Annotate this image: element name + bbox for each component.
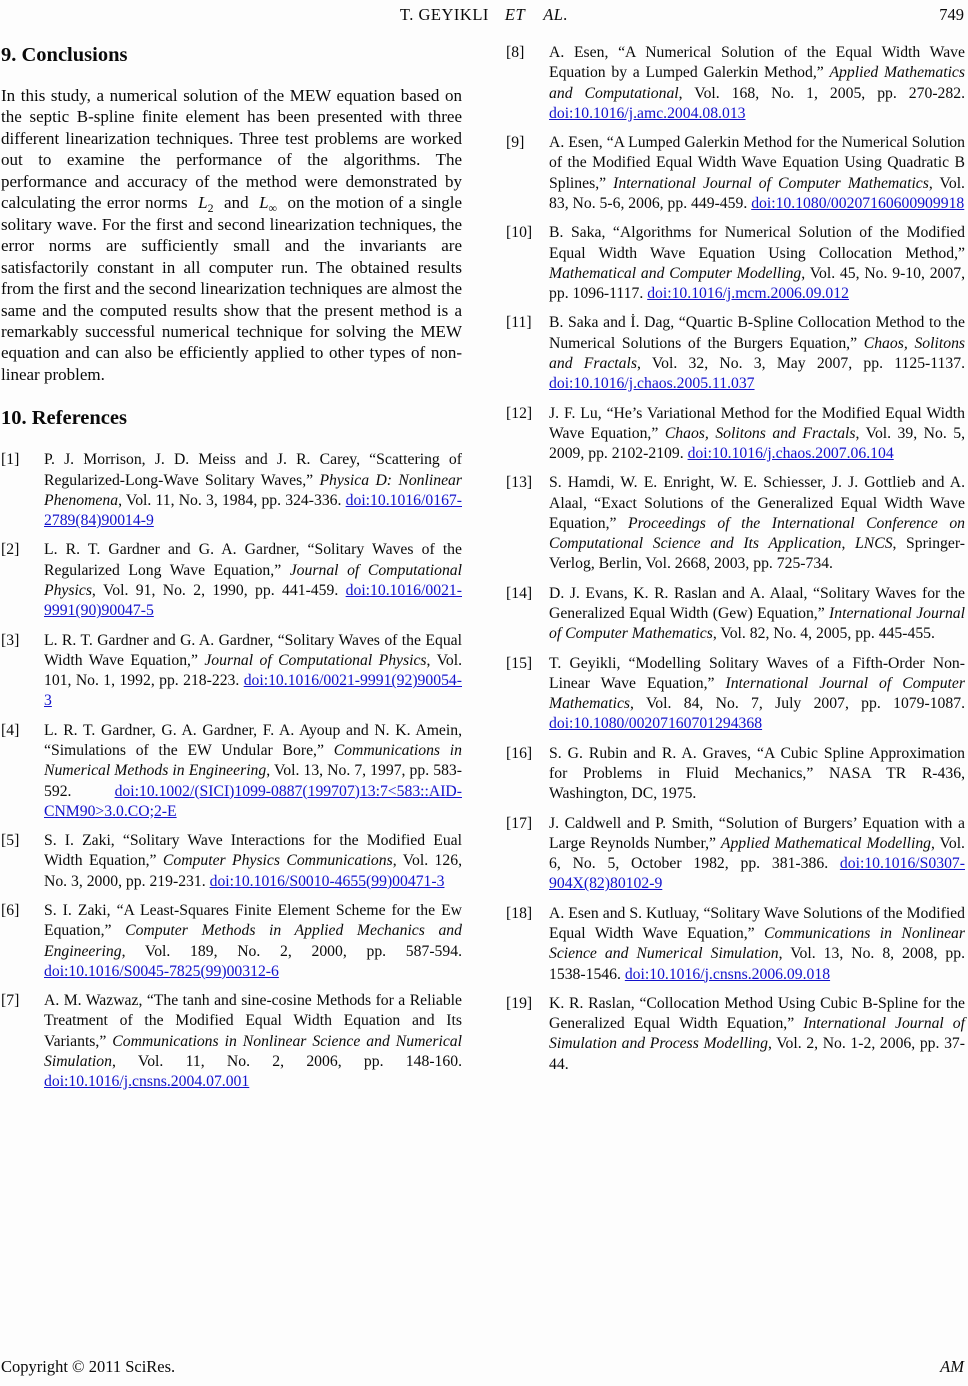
running-head-authors: T. GEYIKLI xyxy=(399,5,489,24)
reference-label: [4] xyxy=(1,721,20,739)
text-segment: P. J. Morrison, J. D. Meiss and J. R. Carey, “Scattering of Regularized-Long-Wave Solitary Waves,” xyxy=(44,451,462,489)
reference-item xyxy=(1,901,462,982)
italic-text-segment: Computer Physics Communications xyxy=(162,852,393,870)
italic-text-segment: Applied Mathematical Modelling xyxy=(720,834,932,852)
text-segment: , Vol. 32, No. 3, May 2007, pp. 1125-1137. xyxy=(636,354,965,372)
text-segment: and xyxy=(213,193,260,213)
running-head xyxy=(0,5,968,25)
text-segment: In this study, a numerical solution of the MEW equation based on the septic B-spline finite element has been presented with three different linearization techniques. Three test problems are worked out to examine the performance of the algorithms. The performance and accuracy of the method were demonstrated by calculating the error norms xyxy=(1,86,462,213)
reference-item xyxy=(506,654,965,735)
italic-text-segment: Proceedings of the International Conference on Computational Science and Its Application xyxy=(549,514,966,553)
reference-label: [10] xyxy=(506,224,533,242)
reference-text xyxy=(44,992,462,1090)
text-segment: , Vol. 83, No. 5-6, 2006, pp. 449-459. xyxy=(549,174,965,212)
doi-link[interactable]: doi:10.1016/S0010-4655(99)00471-3 xyxy=(209,872,445,890)
doi-link[interactable]: doi:10.1016/0021-9991(90)90047-5 xyxy=(44,582,462,620)
subscript-text-segment: 2 xyxy=(207,200,214,215)
text-segment: A. Esen and S. Kutluay, “Solitary Wave Solutions of the Modified Equal Width Wave Equation,” xyxy=(549,904,965,942)
text-segment: D. J. Evans, K. R. Raslan and A. Alaal, “Solitary Waves for the Generalized Equal Width (Gew) Equation,” xyxy=(549,584,965,623)
reference-item xyxy=(506,223,965,304)
reference-item xyxy=(506,133,965,214)
doi-link[interactable]: doi:10.1016/S0307-904X(82)80102-9 xyxy=(549,855,965,893)
reference-text xyxy=(549,655,965,733)
italic-text-segment: Chaos, Solitons and Fractals xyxy=(664,424,856,442)
reference-item xyxy=(1,831,462,892)
text-segment: , Vol. 13, No. 7, 1997, pp. 583-592. xyxy=(44,762,462,800)
text-segment: , Vol. 6, No. 5, October 1982, pp. 381-386. xyxy=(549,834,965,873)
italic-text-segment: Communications in Nonlinear Science and Numerical Simulation xyxy=(44,1032,462,1070)
reference-text xyxy=(549,815,965,893)
reference-text xyxy=(549,405,965,463)
reference-item xyxy=(506,473,965,574)
text-segment: , Vol. 84, No. 7, July 2007, pp. 1079-1087. xyxy=(630,695,965,713)
reference-label: [12] xyxy=(506,404,533,422)
reference-label: [19] xyxy=(506,994,533,1012)
page-number: 749 xyxy=(939,5,964,24)
text-segment: , Vol. 126, No. 3, 2000, pp. 219-231. xyxy=(44,852,463,890)
italic-text-segment: Computer Methods in Applied Mechanics and Engineering xyxy=(44,922,462,960)
references-list-right xyxy=(506,43,965,1075)
reference-label: [5] xyxy=(1,832,20,850)
copyright-notice: Copyright © 2011 SciRes. xyxy=(1,1357,176,1376)
italic-text-segment: Mathematical and Computer Modelling xyxy=(549,264,802,282)
italic-text-segment: Chaos, Solitons and Fractals xyxy=(549,334,966,372)
text-segment: J. Caldwell and P. Smith, “Solution of Burgers’ Equation with a Large Reynolds Number,” xyxy=(549,814,965,852)
text-segment: , Vol. 13, No. 8, 2008, pp. 1538-1546. xyxy=(549,945,965,983)
text-segment: , Vol. 168, No. 1, 2005, pp. 270-282. xyxy=(678,84,966,102)
reference-label: [2] xyxy=(1,541,20,559)
text-segment: , Vol. 82, No. 4, 2005, pp. 445-455. xyxy=(712,625,935,643)
reference-label: [7] xyxy=(1,992,20,1010)
text-segment: , Vol. 39, No. 5, 2009, pp. 2102-2109. xyxy=(549,424,965,463)
text-segment: , Vol. 11, No. 2, 2006, pp. 148-160. xyxy=(111,1052,462,1070)
text-segment: on the motion of a single solitary wave. For the first and second linearization techniques, the error norms are sufficiently small and the invariants are satisfactorily constant in all computer run. The obtained results from the first and the second linearization techniques are almost the same and the computed results show that the present method is a remarkably successful numerical technique for solving the MEW equation and can also be efficiently applied to other types of non-linear problem. xyxy=(1,193,462,384)
doi-link[interactable]: doi:10.1002/(SICI)1099-0887(199707)13:7<583::AID-CNM90>3.0.CO;2-E xyxy=(44,782,462,820)
text-segment: L. R. T. Gardner, G. A. Gardner, F. A. Ayoup and N. K. Amein, “Simulations of the EW Undular Bore,” xyxy=(44,721,462,759)
italic-text-segment: L xyxy=(259,193,269,213)
text-segment: S. I. Zaki, “A Least-Squares Finite Element Scheme for the Ew Equation,” xyxy=(44,901,462,940)
text-segment: L. R. T. Gardner and G. A. Gardner, “Solitary Waves of the Equal Width Wave Equation,” xyxy=(44,631,462,669)
text-segment: A. M. Wazwaz, “The tanh and sine-cosine Methods for a Reliable Treatment of the Modified Equal Width Equation and Its Variants,” xyxy=(44,992,462,1050)
text-segment: , Springer-Verlog, Berlin, Vol. 2668, 2003, pp. 725-734. xyxy=(549,535,965,573)
reference-item xyxy=(1,540,462,621)
reference-text xyxy=(549,995,965,1073)
reference-text xyxy=(44,832,462,890)
doi-link[interactable]: doi:10.1016/j.cnsns.2004.07.001 xyxy=(44,1073,250,1091)
doi-link[interactable]: doi:10.1016/j.mcm.2006.09.012 xyxy=(647,285,849,303)
reference-item xyxy=(506,313,965,394)
reference-text xyxy=(549,745,965,803)
reference-item xyxy=(506,584,965,645)
reference-text xyxy=(549,474,965,572)
reference-text xyxy=(549,905,965,983)
italic-text-segment: Journal of Computational Physics xyxy=(44,561,462,600)
italic-text-segment: International Journal of Computer Mathematics xyxy=(613,174,929,192)
reference-label: [11] xyxy=(506,314,532,332)
italic-text-segment: International Journal of Computer Mathematics xyxy=(549,605,965,643)
doi-link[interactable]: doi:10.1016/j.cnsns.2006.09.018 xyxy=(624,965,831,983)
conclusions-heading: 9. Conclusions xyxy=(1,44,128,66)
italic-text-segment: Physica D: Nonlinear Phenomena xyxy=(44,471,462,509)
two-column-body xyxy=(0,43,968,1102)
reference-text xyxy=(549,134,965,212)
reference-text xyxy=(44,722,462,820)
reference-label: [6] xyxy=(1,901,20,919)
reference-item xyxy=(1,631,462,712)
text-segment: A. Esen, “A Lumped Galerkin Method for the Numerical Solution of the Modified Equal Width Wave Equation Using Quadratic B Splines,” xyxy=(549,134,965,192)
reference-item xyxy=(1,721,462,822)
text-segment: B. Saka, “Algorithms for Numerical Solution of the Modified Equal Width Wave Equation Using Collocation Method,” xyxy=(549,224,965,262)
italic-text-segment: LNCS xyxy=(855,535,893,553)
reference-text xyxy=(549,585,965,643)
reference-label: [9] xyxy=(506,134,525,152)
conclusions-paragraph xyxy=(1,85,462,385)
text-segment: S. Hamdi, W. E. Enright, W. E. Schiesser, J. J. Gottlieb and A. Alaal, “Exact Solutions of the Generalized Equal Width Wave Equation,” xyxy=(549,474,965,532)
reference-label: [16] xyxy=(506,744,533,762)
references-list-left xyxy=(1,450,462,1092)
text-segment: , xyxy=(841,535,856,553)
italic-text-segment: Communications in Nonlinear Science and Numerical Simulation xyxy=(549,924,965,963)
reference-text xyxy=(44,902,462,980)
reference-label: [1] xyxy=(1,451,20,469)
reference-item xyxy=(1,450,462,531)
italic-text-segment: Journal of Computational Physics xyxy=(204,651,427,669)
doi-link[interactable]: doi:10.1016/j.amc.2004.08.013 xyxy=(549,104,746,122)
left-column xyxy=(1,43,462,1102)
text-segment: , Vol. 2, No. 1-2, 2006, pp. 37-44. xyxy=(549,1035,965,1073)
reference-label: [13] xyxy=(506,474,533,492)
journal-abbreviation: AM xyxy=(940,1357,964,1376)
doi-link[interactable]: doi:10.1016/S0045-7825(99)00312-6 xyxy=(44,962,279,980)
reference-text xyxy=(549,314,965,392)
page-footer xyxy=(1,1357,964,1377)
text-segment: A. Esen, “A Numerical Solution of the Equal Width Wave Equation by a Lumped Galerkin Method,” xyxy=(549,44,965,82)
reference-label: [8] xyxy=(506,44,525,61)
doi-link[interactable]: doi:10.1080/00207160701294368 xyxy=(549,715,763,733)
reference-item xyxy=(506,904,965,985)
italic-text-segment: International Journal of Computer Mathematics xyxy=(549,674,965,713)
text-segment: , Vol. 101, No. 1, 1992, pp. 218-223. xyxy=(44,651,463,690)
reference-text xyxy=(44,451,462,529)
text-segment: T. Geyikli, “Modelling Solitary Waves of a Fifth-Order Non-Linear Wave Equation,” xyxy=(549,654,965,692)
reference-text xyxy=(549,44,965,122)
doi-link[interactable]: doi:10.1016/0021-9991(92)90054-3 xyxy=(44,672,462,710)
doi-link[interactable]: doi:10.1016/j.chaos.2005.11.037 xyxy=(549,375,755,393)
doi-link[interactable]: doi:10.1016/0167-2789(84)90014-9 xyxy=(44,491,462,530)
right-column xyxy=(506,43,965,1102)
reference-text xyxy=(549,224,965,302)
reference-label: [14] xyxy=(506,584,533,602)
reference-item xyxy=(1,991,462,1092)
reference-item xyxy=(506,994,965,1075)
reference-item xyxy=(506,43,965,124)
reference-item xyxy=(506,404,965,465)
references-heading: 10. References xyxy=(1,407,127,430)
text-segment: , Vol. 91, No. 2, 1990, pp. 441-459. xyxy=(91,582,346,600)
running-head-etal: ET AL. xyxy=(504,5,569,24)
subscript-text-segment: ∞ xyxy=(268,200,278,215)
text-segment: , Vol. 45, No. 9-10, 2007, pp. 1096-1117. xyxy=(549,264,965,303)
reference-label: [15] xyxy=(506,654,533,672)
text-segment: L. R. T. Gardner and G. A. Gardner, “Solitary Waves of the Regularized Long Wave Equation,” xyxy=(44,541,462,579)
reference-item xyxy=(506,814,965,895)
doi-link[interactable]: doi:10.1080/00207160600909918 xyxy=(751,194,965,212)
italic-text-segment: Communications in Numerical Methods in Engineering xyxy=(44,742,463,780)
text-segment: K. R. Raslan, “Collocation Method Using Cubic B-Spline for the Generalized Equal Width Equation,” xyxy=(549,994,965,1033)
reference-label: [17] xyxy=(506,814,533,832)
italic-text-segment: Applied Mathematics and Computational xyxy=(549,64,965,102)
text-segment: J. F. Lu, “He’s Variational Method for the Modified Equal Width Wave Equation,” xyxy=(549,404,965,442)
italic-text-segment: International Journal of Simulation and Process Modelling xyxy=(549,1015,966,1053)
reference-label: [18] xyxy=(506,904,533,922)
text-segment: , Vol. 11, No. 3, 1984, pp. 324-336. xyxy=(118,491,346,509)
reference-item xyxy=(506,744,965,805)
text-segment: S. G. Rubin and R. A. Graves, “A Cubic Spline Approximation for Problems in Fluid Mechanics,” NASA TR R-436, Washington, DC, 1975. xyxy=(549,744,965,803)
reference-label: [3] xyxy=(1,631,20,649)
doi-link[interactable]: doi:10.1016/j.chaos.2007.06.104 xyxy=(687,445,894,463)
reference-text xyxy=(44,632,462,710)
text-segment: S. I. Zaki, “Solitary Wave Interactions for the Modified Eual Width Equation,” xyxy=(44,832,462,870)
text-segment: , Vol. 189, No. 2, 2000, pp. 587-594. xyxy=(121,942,462,960)
italic-text-segment: L xyxy=(198,193,208,213)
reference-text xyxy=(44,541,462,619)
text-segment: B. Saka and İ. Dag, “Quartic B-Spline Collocation Method to the Numerical Solutions of the Burgers Equation,” xyxy=(549,314,965,352)
page-header xyxy=(0,0,968,29)
